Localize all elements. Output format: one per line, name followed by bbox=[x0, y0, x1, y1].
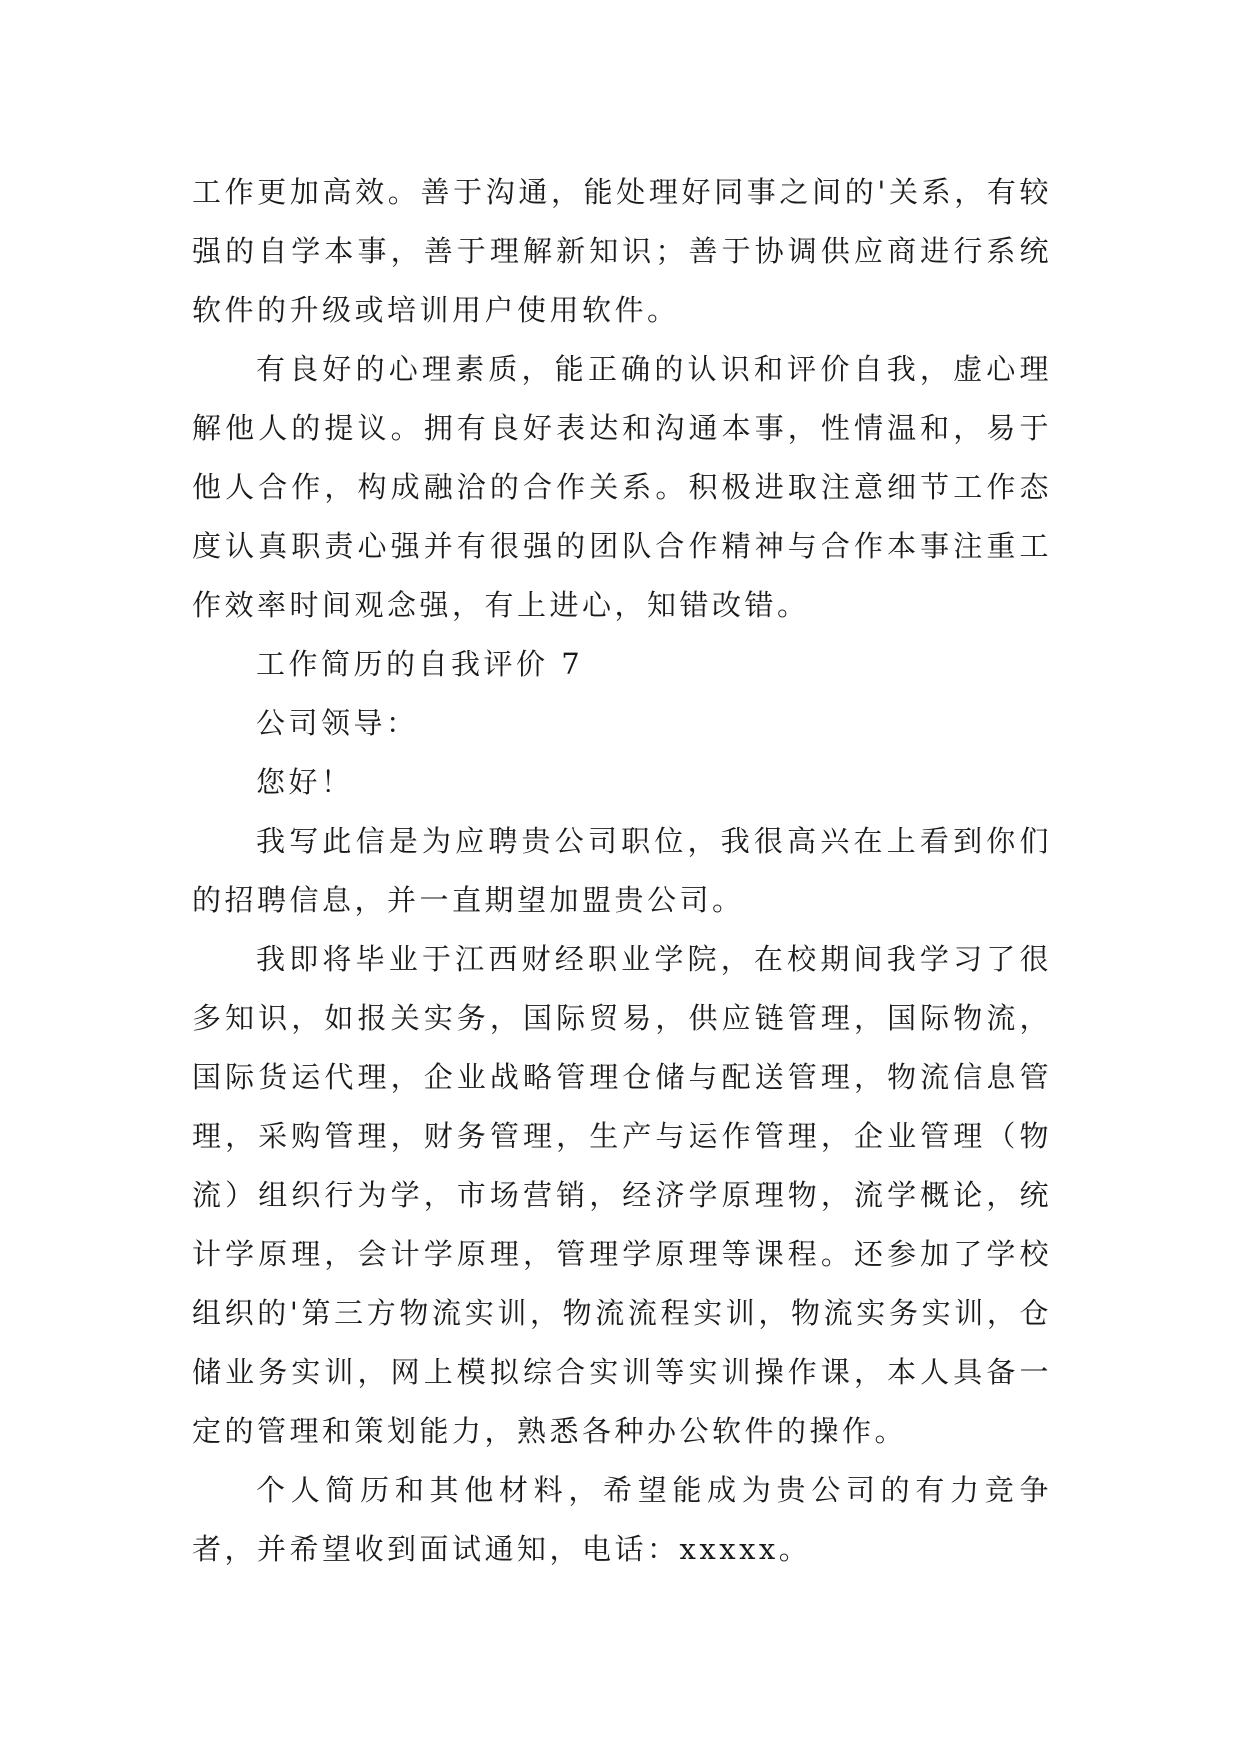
letter-greeting: 您好！ bbox=[256, 765, 354, 799]
document-body bbox=[192, 163, 1052, 1579]
paragraph-closing-contact: 个人简历和其他材料，希望能成为贵公司的有力竞争者，并希望收到面试通知，电话：xxxxx。 bbox=[192, 1473, 1052, 1566]
section-heading: 工作简历的自我评价 7 bbox=[256, 647, 584, 681]
paragraph-work-efficiency: 工作更加高效。善于沟通，能处理好同事之间的'关系，有较强的自学本事，善于理解新知识；善于协调供应商进行系统软件的升级或培训用户使用软件。 bbox=[192, 175, 1052, 327]
paragraph-education-background: 我即将毕业于江西财经职业学院，在校期间我学习了很多知识，如报关实务，国际贸易，供应链管理，国际物流，国际货运代理，企业战略管理仓储与配送管理，物流信息管理，采购管理，财务管理，生产与运作管理，企业管理（物流）组织行为学，市场营销，经济学原理物，流学概论，统计学原理，会计学原理，管理学原理等课程。还参加了学校组织的'第三方物流实训，物流流程实训，物流实务实训，仓储业务实训，网上模拟综合实训等实训操作课，本人具备一定的管理和策划能力，熟悉各种办公软件的操作。 bbox=[192, 942, 1052, 1448]
paragraph-psychological-quality: 有良好的心理素质，能正确的认识和评价自我，虚心理解他人的提议。拥有良好表达和沟通本事，性情温和，易于他人合作，构成融洽的合作关系。积极进取注意细节工作态度认真职责心强并有很强的团队合作精神与合作本事注重工作效率时间观念强，有上进心，知错改错。 bbox=[192, 352, 1052, 622]
paragraph-application-intent: 我写此信是为应聘贵公司职位，我很高兴在上看到你们的招聘信息，并一直期望加盟贵公司。 bbox=[192, 824, 1052, 917]
letter-salutation: 公司领导： bbox=[256, 706, 419, 740]
